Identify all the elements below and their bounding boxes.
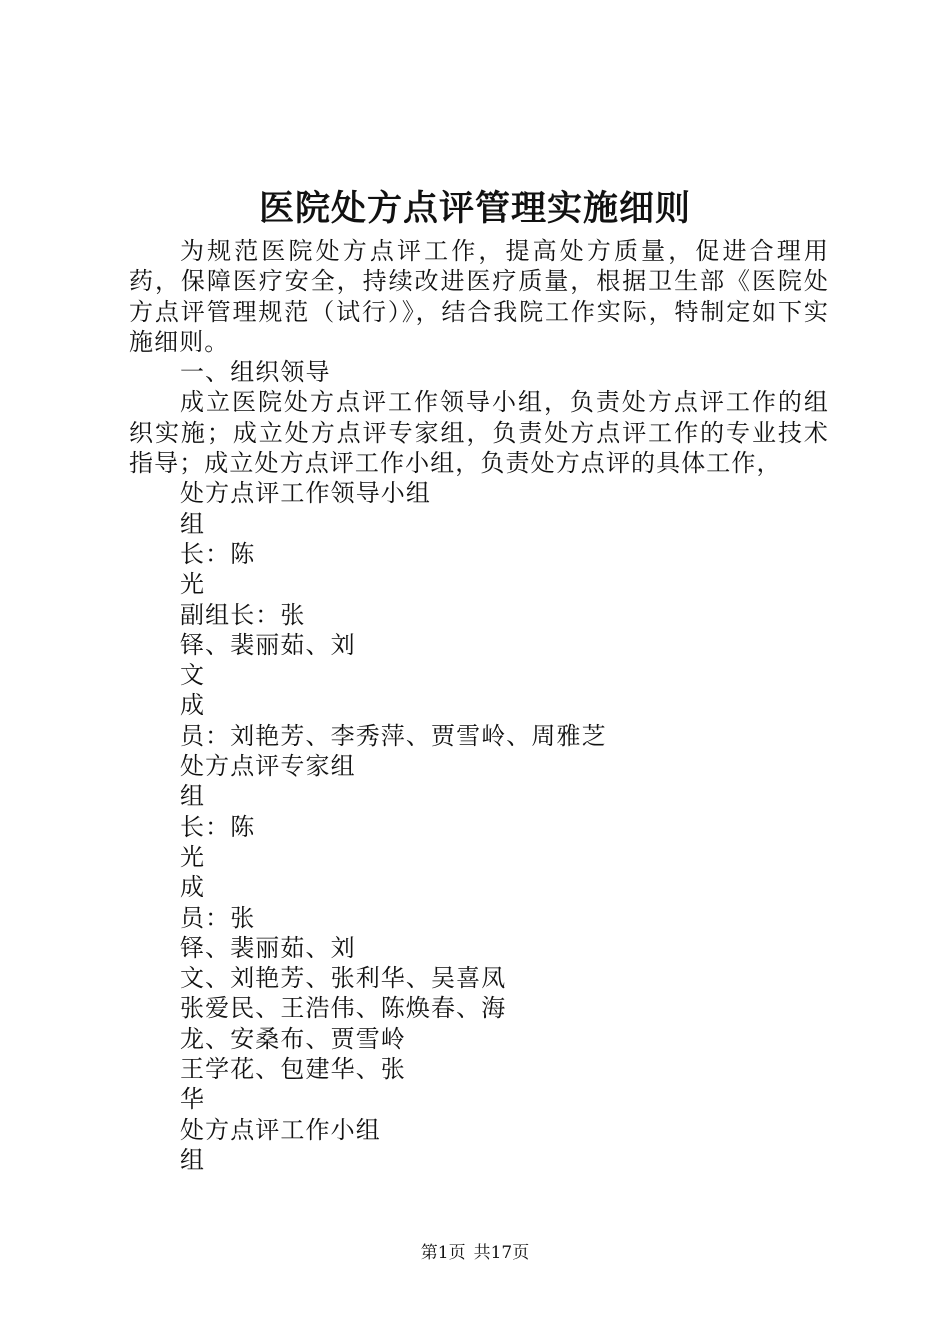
- text-line: 组: [180, 509, 206, 538]
- group-heading-experts: 处方点评专家组: [180, 752, 356, 781]
- group-heading-work: 处方点评工作小组: [180, 1115, 381, 1144]
- text-line: 张爱民、王浩伟、陈焕春、海: [180, 994, 507, 1023]
- group-heading-leadership: 处方点评工作领导小组: [180, 479, 431, 508]
- document-body: [129, 236, 829, 1175]
- text-line: 华: [180, 1085, 206, 1114]
- text-line: 员：张: [180, 903, 256, 932]
- text-line: 王学花、包建华、张: [180, 1055, 406, 1084]
- text-line: 组: [180, 1145, 206, 1174]
- text-line: 员：刘艳芳、李秀萍、贾雪岭、周雅芝: [180, 721, 607, 750]
- page-number: 第1页: [420, 1243, 466, 1263]
- text-line: 长：陈: [180, 539, 256, 568]
- text-line: 成: [180, 873, 206, 902]
- text-line: 光: [180, 842, 206, 871]
- text-line: 副组长：张: [180, 600, 306, 629]
- intro-paragraph: 为规范医院处方点评工作，提高处方质量，促进合理用药，保障医疗安全，持续改进医疗质量，根据卫生部《医院处方点评管理规范（试行）》，结合我院工作实际，特制定如下实施细则。: [129, 237, 829, 356]
- text-line: 龙、安桑布、贾雪岭: [180, 1024, 406, 1053]
- section-heading: 一、组织领导: [180, 358, 331, 387]
- text-line: 铎、裴丽茹、刘: [180, 630, 356, 659]
- page-footer: [0, 1241, 950, 1265]
- text-line: 长：陈: [180, 812, 256, 841]
- page-total: 共17页: [473, 1243, 530, 1263]
- text-line: 铎、裴丽茹、刘: [180, 933, 356, 962]
- text-line: 文、刘艳芳、张利华、吴喜凤: [180, 964, 507, 993]
- text-line: 光: [180, 570, 206, 599]
- organization-paragraph: 成立医院处方点评工作领导小组，负责处方点评工作的组织实施；成立处方点评专家组，负责处方点评工作的专业技术指导；成立处方点评工作小组，负责处方点评的具体工作，: [129, 388, 829, 478]
- document-title: 医院处方点评管理实施细则: [258, 188, 691, 229]
- text-line: 成: [180, 691, 206, 720]
- text-line: 组: [180, 782, 206, 811]
- text-line: 文: [180, 661, 206, 690]
